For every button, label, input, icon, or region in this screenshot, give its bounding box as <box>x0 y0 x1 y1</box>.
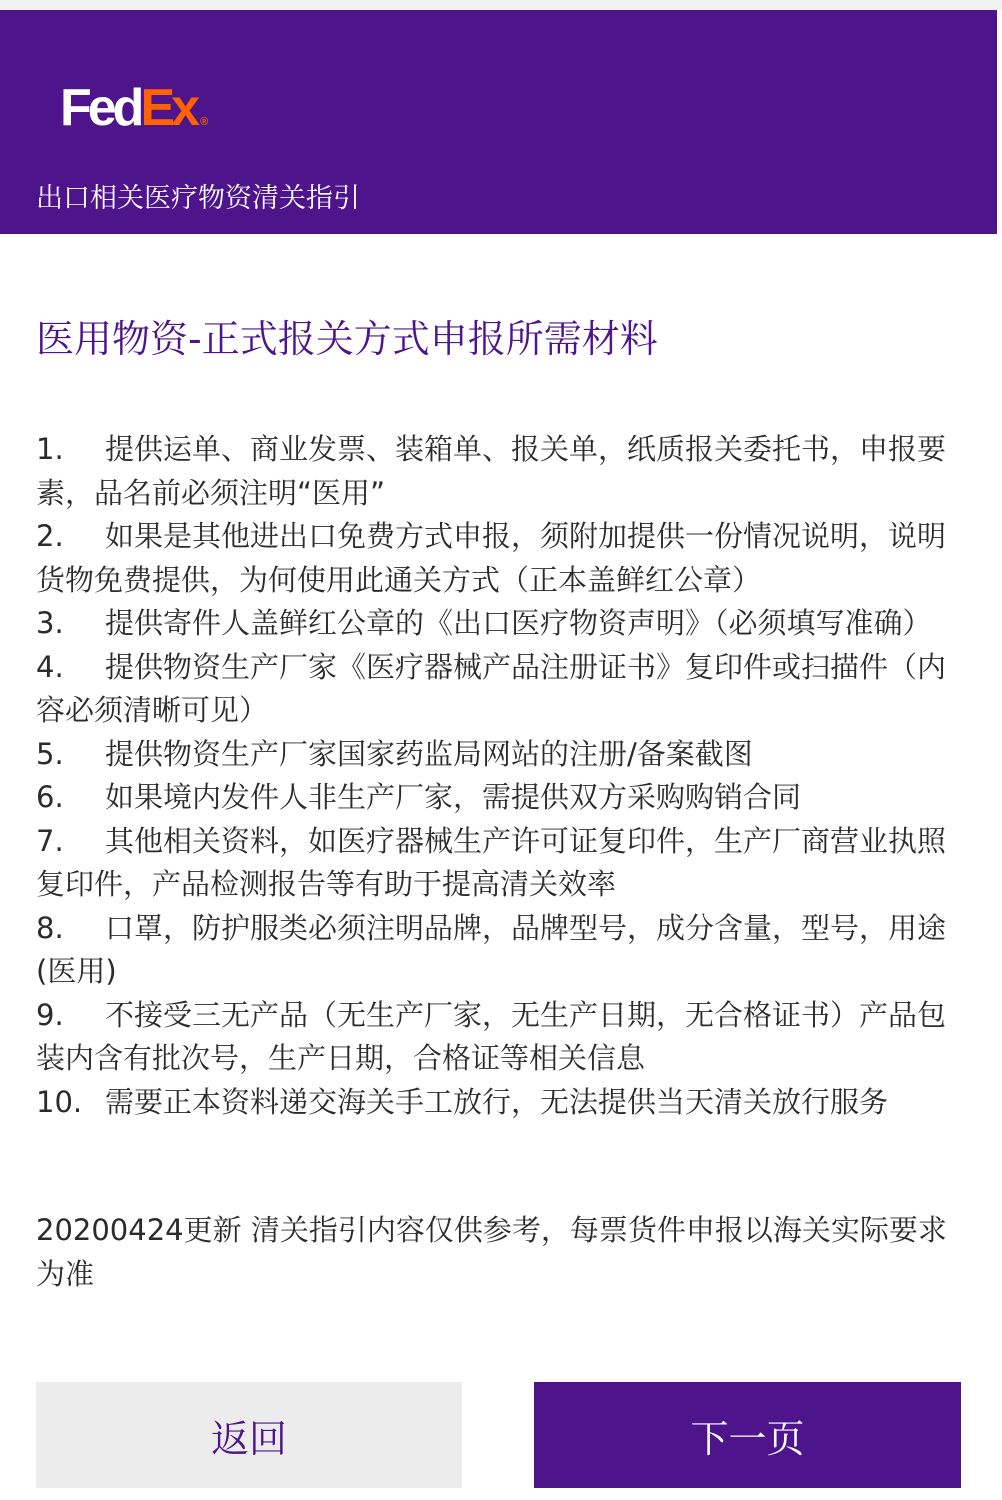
list-item-number: 5. <box>36 736 64 771</box>
list-item-number: 10. <box>36 1084 83 1119</box>
back-button[interactable]: 返回 <box>36 1382 462 1488</box>
list-item-number: 1. <box>36 432 64 466</box>
list-item <box>36 1081 952 1125</box>
page-title: 医用物资-正式报关方式申报所需材料 <box>36 317 658 361</box>
list-item-number: 6. <box>36 780 64 814</box>
list-item-text: 提供寄件人盖鲜红公章的《出口医疗物资声明》（必须填写准确） <box>105 606 932 640</box>
list-item <box>36 428 952 515</box>
list-item <box>36 646 952 733</box>
requirements-list <box>36 428 952 1124</box>
list-item-number: 9. <box>36 997 64 1032</box>
logo-ex-text: Ex <box>140 79 197 137</box>
fedex-logo <box>60 79 209 137</box>
list-item <box>36 515 952 602</box>
list-item-text: 如果境内发件人非生产厂家，需提供双方采购购销合同 <box>105 780 802 814</box>
list-item-text: 提供物资生产厂家国家药监局网站的注册/备案截图 <box>105 736 753 771</box>
list-item-number: 4. <box>36 649 64 684</box>
header-banner <box>0 10 997 234</box>
list-item <box>36 820 952 907</box>
list-item-number: 2. <box>36 519 64 553</box>
list-item <box>36 776 952 820</box>
logo-fed-text: Fed <box>60 79 141 137</box>
list-item <box>36 733 952 777</box>
list-item-text: 不接受三无产品（无生产厂家，无生产日期，无合格证书）产品包装内含有批次号，生产日期，合格证等相关信息 <box>36 997 947 1075</box>
list-item-number: 3. <box>36 606 64 640</box>
list-item-text: 如果是其他进出口免费方式申报，须附加提供一份情况说明，说明货物免费提供，为何使用此通关方式（正本盖鲜红公章） <box>36 519 947 597</box>
list-item-number: 7. <box>36 823 64 858</box>
list-item-text: 其他相关资料，如医疗器械生产许可证复印件，生产厂商营业执照复印件，产品检测报告等有助于提高清关效率 <box>36 823 947 901</box>
logo-registered-mark: ® <box>200 116 209 128</box>
list-item-number: 8. <box>36 910 64 945</box>
list-item-text: 需要正本资料递交海关手工放行，无法提供当天清关放行服务 <box>105 1084 889 1119</box>
list-item <box>36 994 952 1081</box>
list-item <box>36 907 952 994</box>
list-item-text: 口罩，防护服类必须注明品牌，品牌型号，成分含量，型号，用途(医用) <box>36 910 947 988</box>
header-subtitle: 出口相关医疗物资清关指引 <box>36 183 360 214</box>
next-page-button[interactable]: 下一页 <box>534 1382 961 1488</box>
top-strip <box>0 0 1002 10</box>
update-footnote: 20200424更新 清关指引内容仅供参考，每票货件申报以海关实际要求为准 <box>36 1213 947 1291</box>
list-item-text: 提供运单、商业发票、装箱单、报关单，纸质报关委托书，申报要素，品名前必须注明“医用” <box>36 432 947 510</box>
list-item-text: 提供物资生产厂家《医疗器械产品注册证书》复印件或扫描件（内容必须清晰可见） <box>36 649 947 727</box>
list-item <box>36 602 952 646</box>
